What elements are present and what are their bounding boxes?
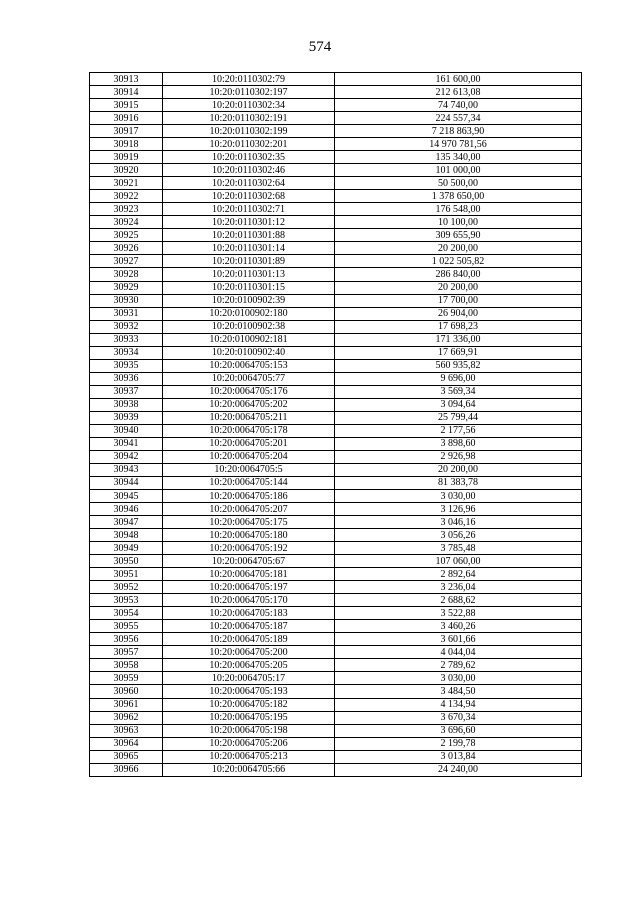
cadastral-number-cell: 10:20:0064705:181 <box>163 568 335 581</box>
record-number-cell: 30928 <box>90 268 163 281</box>
value-cell: 10 100,00 <box>335 216 582 229</box>
cadastral-number-cell: 10:20:0100902:180 <box>163 307 335 320</box>
record-number-cell: 30962 <box>90 711 163 724</box>
record-number-cell: 30961 <box>90 698 163 711</box>
record-number-cell: 30937 <box>90 385 163 398</box>
record-number-cell: 30950 <box>90 555 163 568</box>
value-cell: 20 200,00 <box>335 281 582 294</box>
value-cell: 135 340,00 <box>335 151 582 164</box>
table-row <box>90 320 582 333</box>
value-cell: 212 613,08 <box>335 86 582 99</box>
value-cell: 4 134,94 <box>335 698 582 711</box>
cadastral-number-cell: 10:20:0110302:68 <box>163 190 335 203</box>
records-table <box>89 72 582 777</box>
record-number-cell: 30957 <box>90 646 163 659</box>
records-table-body <box>90 73 582 777</box>
record-number-cell: 30943 <box>90 463 163 476</box>
cadastral-number-cell: 10:20:0064705:206 <box>163 737 335 750</box>
cadastral-number-cell: 10:20:0064705:205 <box>163 659 335 672</box>
value-cell: 74 740,00 <box>335 99 582 112</box>
value-cell: 24 240,00 <box>335 763 582 776</box>
value-cell: 3 460,26 <box>335 620 582 633</box>
value-cell: 3 898,60 <box>335 437 582 450</box>
value-cell: 2 926,98 <box>335 450 582 463</box>
table-row <box>90 476 582 489</box>
table-row <box>90 542 582 555</box>
table-row <box>90 594 582 607</box>
table-row <box>90 398 582 411</box>
table-row <box>90 307 582 320</box>
value-cell: 7 218 863,90 <box>335 125 582 138</box>
record-number-cell: 30926 <box>90 242 163 255</box>
record-number-cell: 30925 <box>90 229 163 242</box>
record-number-cell: 30936 <box>90 372 163 385</box>
record-number-cell: 30947 <box>90 516 163 529</box>
cadastral-number-cell: 10:20:0064705:176 <box>163 385 335 398</box>
cadastral-number-cell: 10:20:0064705:67 <box>163 555 335 568</box>
value-cell: 25 799,44 <box>335 411 582 424</box>
value-cell: 50 500,00 <box>335 177 582 190</box>
table-row <box>90 724 582 737</box>
value-cell: 171 336,00 <box>335 333 582 346</box>
table-row <box>90 633 582 646</box>
cadastral-number-cell: 10:20:0064705:187 <box>163 620 335 633</box>
cadastral-number-cell: 10:20:0110302:201 <box>163 138 335 151</box>
value-cell: 3 696,60 <box>335 724 582 737</box>
table-row <box>90 138 582 151</box>
value-cell: 224 557,34 <box>335 112 582 125</box>
record-number-cell: 30923 <box>90 203 163 216</box>
table-row <box>90 177 582 190</box>
table-row <box>90 268 582 281</box>
cadastral-number-cell: 10:20:0064705:201 <box>163 437 335 450</box>
value-cell: 3 785,48 <box>335 542 582 555</box>
table-row <box>90 646 582 659</box>
record-number-cell: 30919 <box>90 151 163 164</box>
cadastral-number-cell: 10:20:0064705:66 <box>163 763 335 776</box>
value-cell: 1 378 650,00 <box>335 190 582 203</box>
table-row <box>90 346 582 359</box>
value-cell: 3 030,00 <box>335 490 582 503</box>
table-row <box>90 281 582 294</box>
value-cell: 3 013,84 <box>335 750 582 763</box>
cadastral-number-cell: 10:20:0100902:38 <box>163 320 335 333</box>
value-cell: 101 000,00 <box>335 164 582 177</box>
record-number-cell: 30924 <box>90 216 163 229</box>
table-row <box>90 333 582 346</box>
value-cell: 3 030,00 <box>335 672 582 685</box>
table-row <box>90 763 582 776</box>
table-row <box>90 568 582 581</box>
record-number-cell: 30949 <box>90 542 163 555</box>
record-number-cell: 30965 <box>90 750 163 763</box>
value-cell: 26 904,00 <box>335 307 582 320</box>
cadastral-number-cell: 10:20:0110301:14 <box>163 242 335 255</box>
cadastral-number-cell: 10:20:0064705:207 <box>163 503 335 516</box>
value-cell: 3 126,96 <box>335 503 582 516</box>
value-cell: 3 056,26 <box>335 529 582 542</box>
record-number-cell: 30966 <box>90 763 163 776</box>
cadastral-number-cell: 10:20:0064705:195 <box>163 711 335 724</box>
value-cell: 20 200,00 <box>335 463 582 476</box>
table-row <box>90 294 582 307</box>
cadastral-number-cell: 10:20:0110302:64 <box>163 177 335 190</box>
record-number-cell: 30953 <box>90 594 163 607</box>
table-row <box>90 516 582 529</box>
table-row <box>90 151 582 164</box>
record-number-cell: 30963 <box>90 724 163 737</box>
table-row <box>90 698 582 711</box>
table-row <box>90 581 582 594</box>
value-cell: 560 935,82 <box>335 359 582 372</box>
cadastral-number-cell: 10:20:0064705:213 <box>163 750 335 763</box>
value-cell: 286 840,00 <box>335 268 582 281</box>
value-cell: 3 601,66 <box>335 633 582 646</box>
table-row <box>90 372 582 385</box>
record-number-cell: 30945 <box>90 490 163 503</box>
value-cell: 3 522,88 <box>335 607 582 620</box>
cadastral-number-cell: 10:20:0064705:180 <box>163 529 335 542</box>
record-number-cell: 30934 <box>90 346 163 359</box>
table-row <box>90 555 582 568</box>
cadastral-number-cell: 10:20:0110302:191 <box>163 112 335 125</box>
table-row <box>90 125 582 138</box>
cadastral-number-cell: 10:20:0064705:153 <box>163 359 335 372</box>
record-number-cell: 30954 <box>90 607 163 620</box>
cadastral-number-cell: 10:20:0064705:170 <box>163 594 335 607</box>
cadastral-number-cell: 10:20:0064705:200 <box>163 646 335 659</box>
cadastral-number-cell: 10:20:0110302:199 <box>163 125 335 138</box>
value-cell: 17 669,91 <box>335 346 582 359</box>
record-number-cell: 30931 <box>90 307 163 320</box>
value-cell: 4 044,04 <box>335 646 582 659</box>
cadastral-number-cell: 10:20:0064705:144 <box>163 476 335 489</box>
value-cell: 20 200,00 <box>335 242 582 255</box>
cadastral-number-cell: 10:20:0110302:197 <box>163 86 335 99</box>
cadastral-number-cell: 10:20:0110302:35 <box>163 151 335 164</box>
table-row <box>90 255 582 268</box>
value-cell: 3 670,34 <box>335 711 582 724</box>
record-number-cell: 30952 <box>90 581 163 594</box>
table-row <box>90 385 582 398</box>
value-cell: 3 569,34 <box>335 385 582 398</box>
cadastral-number-cell: 10:20:0110301:89 <box>163 255 335 268</box>
value-cell: 309 655,90 <box>335 229 582 242</box>
cadastral-number-cell: 10:20:0064705:197 <box>163 581 335 594</box>
cadastral-number-cell: 10:20:0064705:175 <box>163 516 335 529</box>
table-row <box>90 750 582 763</box>
record-number-cell: 30917 <box>90 125 163 138</box>
cadastral-number-cell: 10:20:0064705:204 <box>163 450 335 463</box>
record-number-cell: 30951 <box>90 568 163 581</box>
table-row <box>90 242 582 255</box>
table-row <box>90 490 582 503</box>
record-number-cell: 30935 <box>90 359 163 372</box>
table-row <box>90 99 582 112</box>
table-row <box>90 659 582 672</box>
cadastral-number-cell: 10:20:0064705:5 <box>163 463 335 476</box>
cadastral-number-cell: 10:20:0064705:193 <box>163 685 335 698</box>
table-row <box>90 164 582 177</box>
record-number-cell: 30933 <box>90 333 163 346</box>
record-number-cell: 30940 <box>90 424 163 437</box>
cadastral-number-cell: 10:20:0064705:192 <box>163 542 335 555</box>
table-row <box>90 463 582 476</box>
cadastral-number-cell: 10:20:0110302:34 <box>163 99 335 112</box>
value-cell: 176 548,00 <box>335 203 582 216</box>
table-row <box>90 359 582 372</box>
record-number-cell: 30941 <box>90 437 163 450</box>
table-row <box>90 711 582 724</box>
table-row <box>90 190 582 203</box>
cadastral-number-cell: 10:20:0064705:77 <box>163 372 335 385</box>
value-cell: 2 892,64 <box>335 568 582 581</box>
value-cell: 2 688,62 <box>335 594 582 607</box>
record-number-cell: 30930 <box>90 294 163 307</box>
value-cell: 3 484,50 <box>335 685 582 698</box>
record-number-cell: 30932 <box>90 320 163 333</box>
value-cell: 3 094,64 <box>335 398 582 411</box>
record-number-cell: 30955 <box>90 620 163 633</box>
record-number-cell: 30939 <box>90 411 163 424</box>
table-row <box>90 607 582 620</box>
record-number-cell: 30959 <box>90 672 163 685</box>
record-number-cell: 30948 <box>90 529 163 542</box>
record-number-cell: 30960 <box>90 685 163 698</box>
cadastral-number-cell: 10:20:0064705:189 <box>163 633 335 646</box>
cadastral-number-cell: 10:20:0064705:182 <box>163 698 335 711</box>
cadastral-number-cell: 10:20:0110301:12 <box>163 216 335 229</box>
table-row <box>90 450 582 463</box>
record-number-cell: 30927 <box>90 255 163 268</box>
record-number-cell: 30922 <box>90 190 163 203</box>
record-number-cell: 30913 <box>90 73 163 86</box>
table-row <box>90 86 582 99</box>
table-row <box>90 685 582 698</box>
cadastral-number-cell: 10:20:0064705:183 <box>163 607 335 620</box>
cadastral-number-cell: 10:20:0100902:40 <box>163 346 335 359</box>
cadastral-number-cell: 10:20:0100902:39 <box>163 294 335 307</box>
cadastral-number-cell: 10:20:0064705:198 <box>163 724 335 737</box>
cadastral-number-cell: 10:20:0100902:181 <box>163 333 335 346</box>
value-cell: 161 600,00 <box>335 73 582 86</box>
cadastral-number-cell: 10:20:0064705:186 <box>163 490 335 503</box>
table-row <box>90 216 582 229</box>
cadastral-number-cell: 10:20:0110301:13 <box>163 268 335 281</box>
record-number-cell: 30942 <box>90 450 163 463</box>
value-cell: 107 060,00 <box>335 555 582 568</box>
value-cell: 9 696,00 <box>335 372 582 385</box>
cadastral-number-cell: 10:20:0064705:202 <box>163 398 335 411</box>
record-number-cell: 30964 <box>90 737 163 750</box>
value-cell: 2 177,56 <box>335 424 582 437</box>
record-number-cell: 30915 <box>90 99 163 112</box>
value-cell: 17 698,23 <box>335 320 582 333</box>
record-number-cell: 30914 <box>90 86 163 99</box>
record-number-cell: 30916 <box>90 112 163 125</box>
record-number-cell: 30956 <box>90 633 163 646</box>
record-number-cell: 30946 <box>90 503 163 516</box>
table-row <box>90 620 582 633</box>
cadastral-number-cell: 10:20:0110302:46 <box>163 164 335 177</box>
value-cell: 17 700,00 <box>335 294 582 307</box>
page-number: 574 <box>308 39 332 55</box>
value-cell: 2 199,78 <box>335 737 582 750</box>
cadastral-number-cell: 10:20:0110301:88 <box>163 229 335 242</box>
table-row <box>90 411 582 424</box>
value-cell: 3 236,04 <box>335 581 582 594</box>
table-row <box>90 437 582 450</box>
record-number-cell: 30921 <box>90 177 163 190</box>
cadastral-number-cell: 10:20:0110302:71 <box>163 203 335 216</box>
table-row <box>90 229 582 242</box>
record-number-cell: 30944 <box>90 476 163 489</box>
cadastral-number-cell: 10:20:0110301:15 <box>163 281 335 294</box>
record-number-cell: 30918 <box>90 138 163 151</box>
value-cell: 1 022 505,82 <box>335 255 582 268</box>
value-cell: 14 970 781,56 <box>335 138 582 151</box>
table-row <box>90 672 582 685</box>
cadastral-number-cell: 10:20:0110302:79 <box>163 73 335 86</box>
cadastral-number-cell: 10:20:0064705:211 <box>163 411 335 424</box>
record-number-cell: 30929 <box>90 281 163 294</box>
value-cell: 81 383,78 <box>335 476 582 489</box>
cadastral-number-cell: 10:20:0064705:17 <box>163 672 335 685</box>
table-row <box>90 73 582 86</box>
table-row <box>90 203 582 216</box>
table-row <box>90 529 582 542</box>
value-cell: 3 046,16 <box>335 516 582 529</box>
cadastral-number-cell: 10:20:0064705:178 <box>163 424 335 437</box>
table-row <box>90 424 582 437</box>
table-row <box>90 112 582 125</box>
record-number-cell: 30920 <box>90 164 163 177</box>
record-number-cell: 30938 <box>90 398 163 411</box>
table-row <box>90 737 582 750</box>
table-row <box>90 503 582 516</box>
record-number-cell: 30958 <box>90 659 163 672</box>
value-cell: 2 789,62 <box>335 659 582 672</box>
